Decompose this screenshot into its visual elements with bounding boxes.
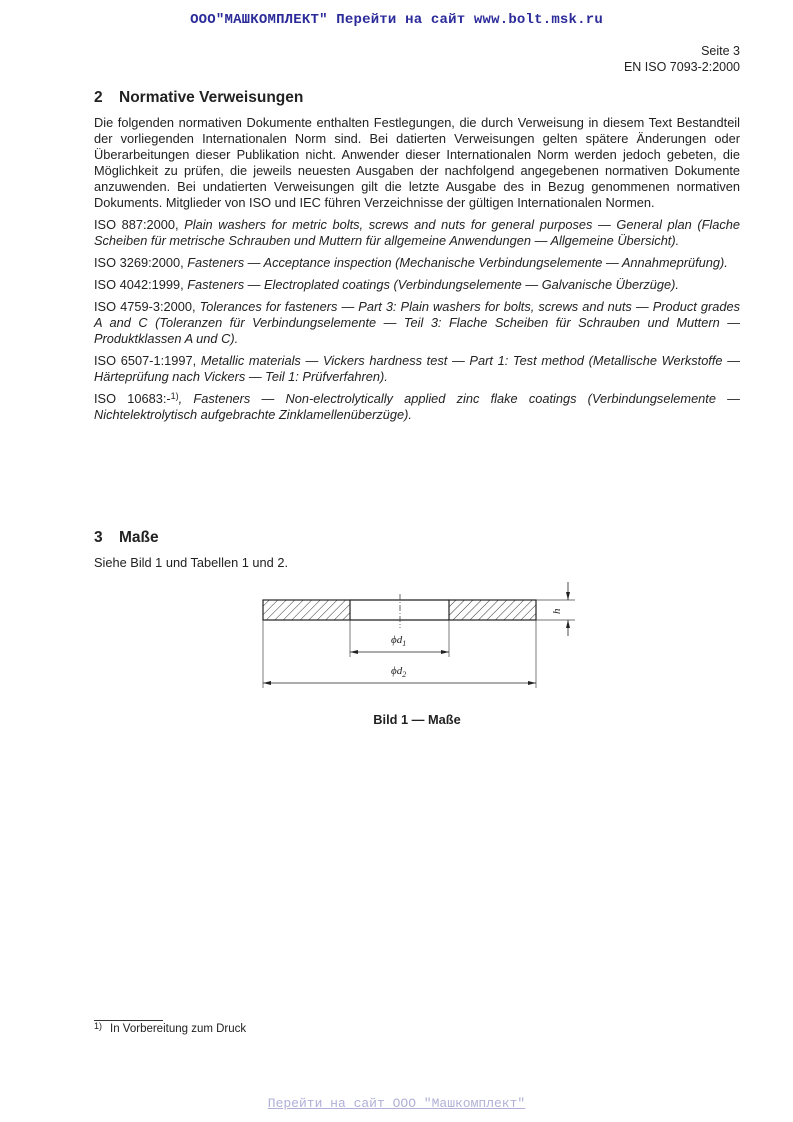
reference-list [94,217,740,423]
section-2-title: Normative Verweisungen [119,89,304,106]
bottom-site-link[interactable]: Перейти на сайт ООО "Машкомплект" [267,1096,526,1111]
washer-section-left [263,600,350,620]
reference-code: ISO 3269:2000, [94,255,184,270]
section-3-heading [94,529,740,547]
reference-footnote-marker: 1) [170,391,179,401]
footnote-marker: 1) [94,1021,103,1031]
reference-code: ISO 4042:1999, [94,277,184,292]
figure-washer-dimensions [255,580,585,700]
reference-code: ISO 4759-3:2000, [94,299,196,314]
reference-item [94,277,740,293]
footnote-text: In Vorbereitung zum Druck [110,1023,247,1035]
reference-item [94,391,740,423]
section-3-text: Siehe Bild 1 und Tabellen 1 und 2. [94,555,289,570]
section-2-heading [94,89,740,107]
page-number: Seite 3 [701,44,740,58]
footnote [94,1023,246,1035]
reference-title: Fasteners — Acceptance inspection (Mechanische Verbindungselemente — Annahmeprüfung). [187,255,728,270]
reference-title: Tolerances for fasteners — Part 3: Plain washers for bolts, screws and nuts — Product grades A and C (Toleranzen für Verbindungselemente — Teil 3: Flache Scheiben für Schrauben und Muttern — Produktklassen A und C). [94,299,741,346]
washer-drawing [255,580,585,695]
reference-item [94,255,740,271]
label-h: h [551,608,563,614]
reference-item [94,353,740,385]
reference-title: Fasteners — Electroplated coatings (Verbindungselemente — Galvanische Überzüge). [187,277,679,292]
reference-code: ISO 10683:- [94,391,171,406]
section-2-number: 2 [94,89,103,106]
label-d1: $\phi d_1$ [391,634,407,648]
washer-section-right [449,600,536,620]
reference-item [94,299,740,347]
top-banner-link[interactable]: ООО"МАШКОМПЛЕКТ" Перейти на сайт www.bolt.msk.ru [190,12,603,28]
reference-title: Metallic materials — Vickers hardness test — Part 1: Test method (Metallische Werkstoffe — Härteprüfung nach Vickers — Teil 1: Prüfverfahren). [94,353,741,384]
footnote-divider [94,1020,163,1021]
section-2-intro: Die folgenden normativen Dokumente enthalten Festlegungen, die durch Verweisung in diesem Text Bestandteil der vorliegenden Internationalen Norm sind. Bei datierten Verweisungen gelten spätere Änderungen oder Überarbeitungen dieser Publikation nicht. Anwender dieser Internationalen Norm werden jedoch gebeten, die Möglichkeit zu prüfen, die jeweils neuesten Ausgaben der nachfolgend angegebenen normativen Dokumente anzuwenden. Bei undatierten Verweisungen gilt die letzte Ausgabe des in Bezug genommenen normativen Dokuments. Mitglieder von ISO und IEC führen Verzeichnisse der gültigen Internationalen Normen. [94,115,740,210]
section-2-body [94,115,740,423]
reference-title: , Fasteners — Non-electrolytically applied zinc flake coatings (Verbindungselemente — Nichtelektrolytisch aufgebrachte Zinklamellenüberzüge). [94,391,740,422]
reference-code: ISO 6507-1:1997, [94,353,197,368]
page-header [624,43,740,75]
reference-title: Plain washers for metric bolts, screws and nuts for general purposes — General plan (Flache Scheiben für metrische Schrauben und Muttern für allgemeine Anwendungen — Allgemeine Übersicht). [94,217,741,248]
section-3-title: Maße [119,529,159,546]
label-d2: $\phi d_2$ [391,665,407,679]
figure-caption: Bild 1 — Maße [373,712,461,727]
standard-code: EN ISO 7093-2:2000 [623,60,740,74]
section-3-number: 3 [94,529,103,546]
reference-code: ISO 887:2000, [94,217,179,232]
reference-item [94,217,740,249]
